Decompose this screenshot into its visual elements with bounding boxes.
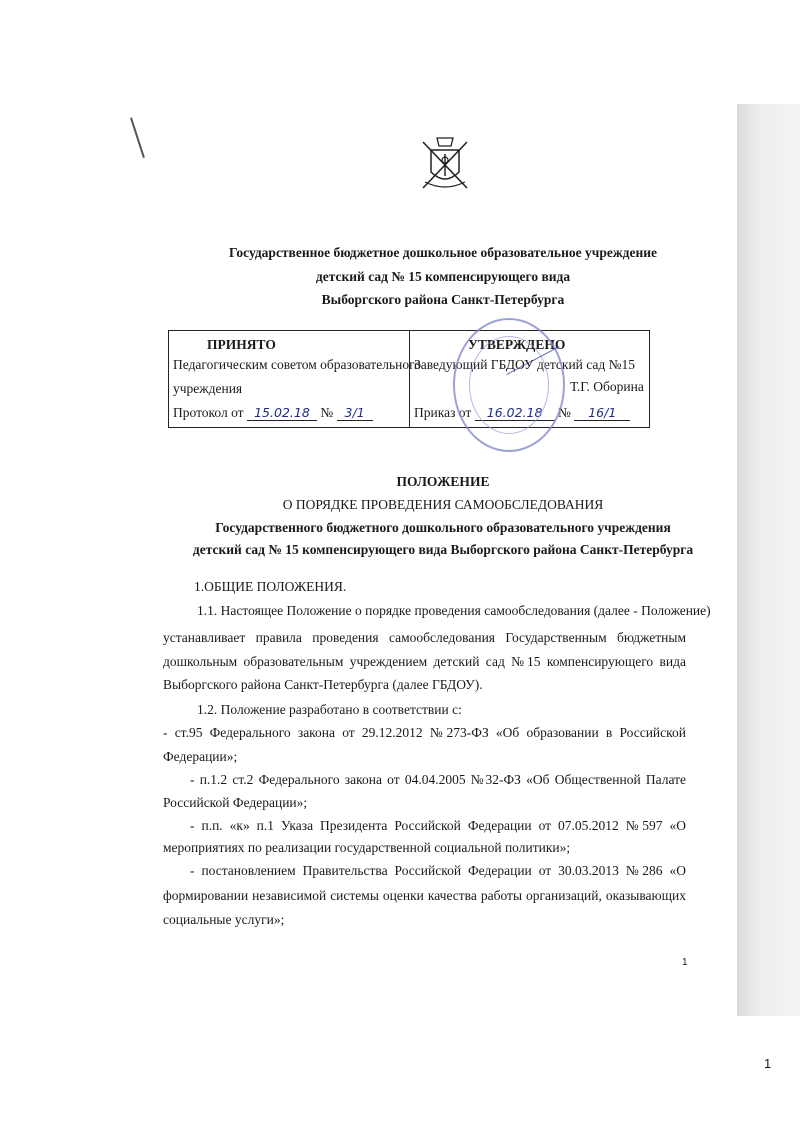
doc-subtitle: О ПОРЯДКЕ ПРОВЕДЕНИЯ САМООБСЛЕДОВАНИЯ <box>282 497 604 512</box>
order-label: Приказ от <box>414 405 472 420</box>
list-item-2-line1: - п.1.2 ст.2 Федерального закона от 04.04.2005 №32-ФЗ «Об Общественной Палате <box>190 772 686 787</box>
approved-header: УТВЕРЖДЕНО <box>468 337 566 352</box>
doc-org-line1: Государственного бюджетного дошкольного образовательного учреждения <box>215 520 671 535</box>
org-name-line3: Выборгского района Санкт-Петербурга <box>321 292 565 307</box>
approval-table <box>168 330 650 428</box>
approved-signatory: Т.Г. Оборина <box>570 379 644 394</box>
approved-head: Заведующий ГБДОУ детский сад №15 <box>414 357 636 372</box>
list-item-4-line2: формировании независимой системы оценки качества работы организаций, оказывающих <box>163 888 686 903</box>
accepted-institution: учреждения <box>173 381 243 396</box>
order-number-handwritten: 16/1 <box>574 405 630 421</box>
accepted-cell <box>169 331 422 427</box>
org-name-line2: детский сад № 15 компенсирующего вида <box>315 269 571 284</box>
para-1-1-line4: Выборгского района Санкт-Петербурга (далее ГБДОУ). <box>163 677 483 692</box>
protocol-line <box>173 405 373 421</box>
protocol-label: Протокол от <box>173 405 244 420</box>
doc-org-line2: детский сад № 15 компенсирующего вида Выборгского района Санкт-Петербурга <box>192 542 694 557</box>
para-1-1-line2: устанавливает правила проведения самообследования Государственным бюджетным <box>163 630 686 645</box>
list-item-1-line2: Федерации»; <box>163 749 238 764</box>
protocol-number-label: № <box>320 405 334 420</box>
order-number-label: № <box>558 405 571 420</box>
list-item-2-line2: Российской Федерации»; <box>163 795 308 810</box>
scan-bottom-margin <box>0 1016 800 1131</box>
page-number-scan: 1 <box>682 957 688 968</box>
doc-title: ПОЛОЖЕНИЕ <box>396 474 490 489</box>
accepted-council: Педагогическим советом образовательного <box>173 357 422 372</box>
list-item-4-line3: социальные услуги»; <box>163 912 285 927</box>
list-item-3-line1: - п.п. «к» п.1 Указа Президента Российской Федерации от 07.05.2012 №597 «О <box>190 818 686 833</box>
list-item-1-line1: - ст.95 Федерального закона от 29.12.2012 №273-ФЗ «Об образовании в Российской <box>163 725 686 740</box>
accepted-header: ПРИНЯТО <box>207 337 276 352</box>
coat-of-arms-emblem <box>417 132 473 194</box>
list-item-3-line2: мероприятиях по реализации государственной социальной политики»; <box>163 840 571 855</box>
scan-page-edge <box>737 104 800 1016</box>
para-1-1-line1: 1.1. Настоящее Положение о порядке проведения самообследования (далее - Положение) <box>197 603 711 618</box>
page-number: 1 <box>764 1056 772 1071</box>
para-1-2: 1.2. Положение разработано в соответствии с: <box>197 702 462 717</box>
protocol-date-handwritten: 15.02.18 <box>247 405 317 421</box>
section-heading: 1.ОБЩИЕ ПОЛОЖЕНИЯ. <box>194 579 347 594</box>
protocol-number-handwritten: 3/1 <box>337 405 373 421</box>
org-name-line1: Государственное бюджетное дошкольное образовательное учреждение <box>228 245 657 260</box>
para-1-1-line3: дошкольным образовательным учреждением детский сад №15 компенсирующего вида <box>163 654 686 669</box>
pencil-mark <box>130 117 145 158</box>
list-item-4-line1: - постановлением Правительства Российской Федерации от 30.03.2013 №286 «О <box>190 863 686 878</box>
order-date-handwritten: 16.02.18 <box>475 405 555 421</box>
